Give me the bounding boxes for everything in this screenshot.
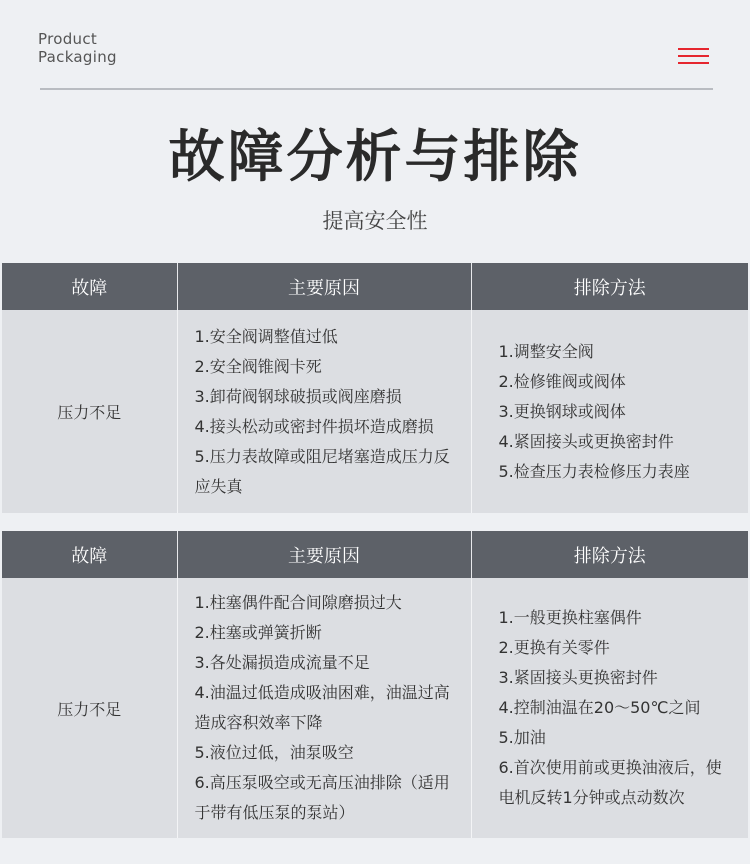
remedy-list [472, 337, 749, 487]
page-title: 故障分析与排除 [168, 125, 582, 190]
list-item: 2.检修锥阀或阀体 [498, 371, 626, 391]
list-item: 1.调整安全阀 [498, 341, 594, 361]
header-divider [40, 88, 713, 90]
remedy-cell [471, 578, 748, 838]
list-item: 3.紧固接头更换密封件 [498, 668, 658, 687]
list-item: 3.卸荷阀钢球破损或阀座磨损 [194, 386, 402, 406]
list-item: 5.液位过低，油泵吸空 [194, 743, 354, 762]
header-cause: 主要原因 [177, 263, 471, 310]
table-header-row [2, 531, 748, 578]
list-item: 1.柱塞偶件配合间隙磨损过大 [194, 593, 402, 612]
list-item: 2.安全阀锥阀卡死 [194, 356, 322, 376]
list-item: 1.安全阀调整值过低 [194, 326, 338, 346]
fault-table-2 [2, 531, 748, 838]
remedy-cell [471, 310, 748, 513]
table-row [2, 310, 748, 513]
table-header-row [2, 263, 748, 310]
list-item: 4.紧固接头或更换密封件 [498, 431, 674, 451]
header-remedy: 排除方法 [471, 263, 748, 310]
header-fault: 故障 [2, 263, 177, 310]
brand-logo-text[interactable] [38, 30, 117, 66]
list-item: 4.控制油温在20～50℃之间 [498, 698, 701, 717]
list-item: 6.首次使用前或更换油液后，使电机反转1分钟或点动数次 [498, 758, 722, 807]
table-row [2, 578, 748, 838]
menu-bar [678, 48, 709, 50]
list-item: 5.加油 [498, 728, 546, 747]
list-item: 4.接头松动或密封件损坏造成磨损 [194, 416, 434, 436]
list-item: 2.更换有关零件 [498, 638, 610, 657]
header-remedy: 排除方法 [471, 531, 748, 578]
fault-table-1 [2, 263, 748, 513]
list-item: 5.压力表故障或阻尼堵塞造成压力反应失真 [194, 446, 450, 496]
remedy-list [472, 603, 749, 813]
cause-list [178, 322, 471, 502]
list-item: 5.检查压力表检修压力表座 [498, 461, 690, 481]
menu-bar [678, 55, 709, 57]
fault-name: 压力不足 [2, 578, 177, 838]
list-item: 6.高压泵吸空或无高压油排除（适用于带有低压泵的泵站） [194, 773, 450, 822]
hamburger-menu-icon[interactable] [678, 47, 709, 65]
page-header [0, 0, 750, 100]
fault-name: 压力不足 [2, 310, 177, 513]
page-subtitle: 提高安全性 [322, 209, 428, 233]
cause-cell [177, 310, 471, 513]
menu-bar [678, 62, 709, 64]
list-item: 2.柱塞或弹簧折断 [194, 623, 322, 642]
brand-line-1: Product [38, 30, 98, 48]
list-item: 1.一般更换柱塞偶件 [498, 608, 642, 627]
list-item: 3.各处漏损造成流量不足 [194, 653, 370, 672]
header-fault: 故障 [2, 531, 177, 578]
list-item: 4.油温过低造成吸油困难，油温过高造成容积效率下降 [194, 683, 450, 732]
header-cause: 主要原因 [177, 531, 471, 578]
cause-cell [177, 578, 471, 838]
cause-list [178, 588, 471, 828]
list-item: 3.更换钢球或阀体 [498, 401, 626, 421]
brand-line-2: Packaging [38, 48, 117, 66]
